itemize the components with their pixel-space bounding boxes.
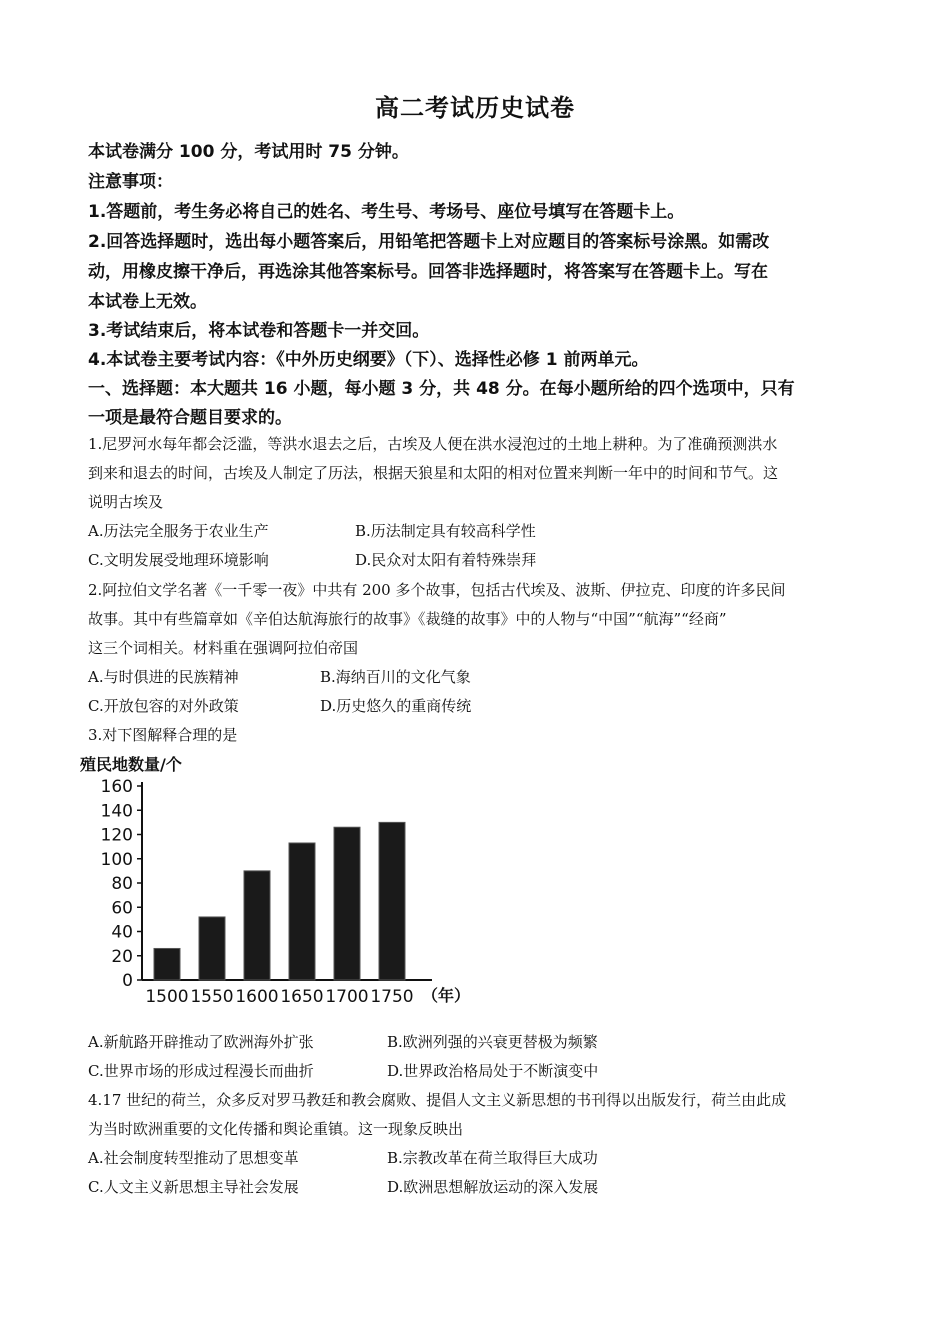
notice-item-3: 3.考试结束后，将本试卷和答题卡一并交回。	[88, 321, 430, 341]
q2-option-b: B.海纳百川的文化气象	[320, 668, 471, 686]
notice-heading: 注意事项：	[88, 172, 173, 192]
q2-stem-2: 故事。其中有些篇章如《辛伯达航海旅行的故事》《裁缝的故事》中的人物与“中国”“航海”“经商”	[88, 610, 727, 628]
colony-bar-chart	[80, 752, 480, 1014]
q3-option-b: B.欧洲列强的兴衰更替极为频繁	[387, 1033, 598, 1051]
q1-option-a: A.历法完全服务于农业生产	[88, 522, 269, 540]
y-tick-label: 0	[122, 971, 133, 991]
x-tick-label: 1550	[190, 987, 234, 1007]
page-title: 高二考试历史试卷	[375, 93, 575, 122]
q3-option-c: C.世界市场的形成过程漫长而曲折	[88, 1062, 314, 1080]
q4-option-a: A.社会制度转型推动了思想变革	[88, 1149, 299, 1167]
q4-option-d: D.欧洲思想解放运动的深入发展	[387, 1178, 599, 1196]
notice-item-4: 4.本试卷主要考试内容：《中外历史纲要》（下）、选择性必修 1 前两单元。	[88, 350, 649, 370]
q2-stem-3: 这三个词相关。材料重在强调阿拉伯帝国	[88, 639, 359, 657]
q1-option-b: B.历法制定具有较高科学性	[355, 522, 536, 540]
y-tick-label: 140	[100, 801, 133, 822]
x-tick-label: 1600	[235, 987, 279, 1007]
bar-1550	[199, 917, 225, 980]
y-tick-label: 120	[100, 825, 133, 846]
notice-item-1: 1.答题前，考生务必将自己的姓名、考生号、考场号、座位号填写在答题卡上。	[88, 202, 685, 222]
q1-option-c: C.文明发展受地理环境影响	[88, 551, 269, 569]
score-info: 本试卷满分 100 分，考试用时 75 分钟。	[88, 142, 409, 162]
q3-option-d: D.世界政治格局处于不断演变中	[387, 1062, 599, 1080]
chart-y-ticks	[101, 777, 142, 991]
bar-1750	[379, 822, 405, 980]
q4-option-b: B.宗教改革在荷兰取得巨大成功	[387, 1149, 598, 1167]
notice-item-2-cont: 动，用橡皮擦干净后，再选涂其他答案标号。回答非选择题时，将答案写在答题卡上。写在	[88, 262, 768, 282]
x-tick-label: 1750	[370, 987, 414, 1007]
bar-1700	[334, 827, 360, 980]
chart-bars	[154, 822, 405, 980]
q3-stem-1: 3.对下图解释合理的是	[88, 726, 238, 744]
q3-option-a: A.新航路开辟推动了欧洲海外扩张	[88, 1033, 314, 1051]
q2-option-d: D.历史悠久的重商传统	[320, 697, 472, 715]
x-tick-label: 1500	[145, 987, 189, 1007]
y-tick-label: 60	[111, 898, 133, 919]
y-tick-label: 160	[100, 777, 133, 797]
q4-stem-1: 4.17 世纪的荷兰，众多反对罗马教廷和教会腐败、提倡人文主义新思想的书刊得以出版发行，荷兰由此成	[88, 1091, 787, 1109]
q2-stem-1: 2.阿拉伯文学名著《一千零一夜》中共有 200 多个故事，包括古代埃及、波斯、伊拉克、印度的许多民间	[88, 581, 786, 599]
q4-option-c: C.人文主义新思想主导社会发展	[88, 1178, 299, 1196]
y-tick-label: 100	[100, 849, 133, 870]
y-tick-label: 20	[111, 946, 133, 967]
q4-stem-2: 为当时欧洲重要的文化传播和舆论重镇。这一现象反映出	[88, 1120, 464, 1138]
bar-1500	[154, 948, 180, 980]
chart-y-axis-label: 殖民地数量/个	[80, 755, 182, 774]
x-tick-label: 1700	[325, 987, 369, 1007]
q1-stem-2: 到来和退去的时间，古埃及人制定了历法，根据天狼星和太阳的相对位置来判断一年中的时间和节气。这	[88, 464, 779, 482]
q1-stem-3: 说明古埃及	[88, 493, 164, 511]
q2-option-a: A.与时俱进的民族精神	[88, 668, 239, 686]
notice-item-2: 2.回答选择题时，选出每小题答案后，用铅笔把答题卡上对应题目的答案标号涂黑。如需改	[88, 232, 770, 252]
x-tick-label: 1650	[280, 987, 324, 1007]
chart-x-ticks	[145, 987, 413, 1007]
q2-option-c: C.开放包容的对外政策	[88, 697, 239, 715]
y-tick-label: 80	[111, 874, 133, 894]
q1-stem-1: 1.尼罗河水每年都会泛滥，等洪水退去之后，古埃及人便在洪水浸泡过的土地上耕种。为了准确预测洪水	[88, 435, 778, 453]
section-heading-cont: 一项是最符合题目要求的。	[88, 408, 292, 428]
q1-option-d: D.民众对太阳有着特殊崇拜	[355, 551, 537, 569]
bar-1650	[289, 843, 315, 980]
bar-1600	[244, 871, 270, 980]
chart-x-axis-label: （年）	[422, 986, 471, 1005]
section-heading: 一、选择题：本大题共 16 小题，每小题 3 分，共 48 分。在每小题所给的四个选项中，只有	[88, 379, 795, 399]
notice-item-2-end: 本试卷上无效。	[88, 292, 207, 312]
chart-svg	[80, 752, 480, 1014]
y-tick-label: 40	[111, 922, 133, 943]
